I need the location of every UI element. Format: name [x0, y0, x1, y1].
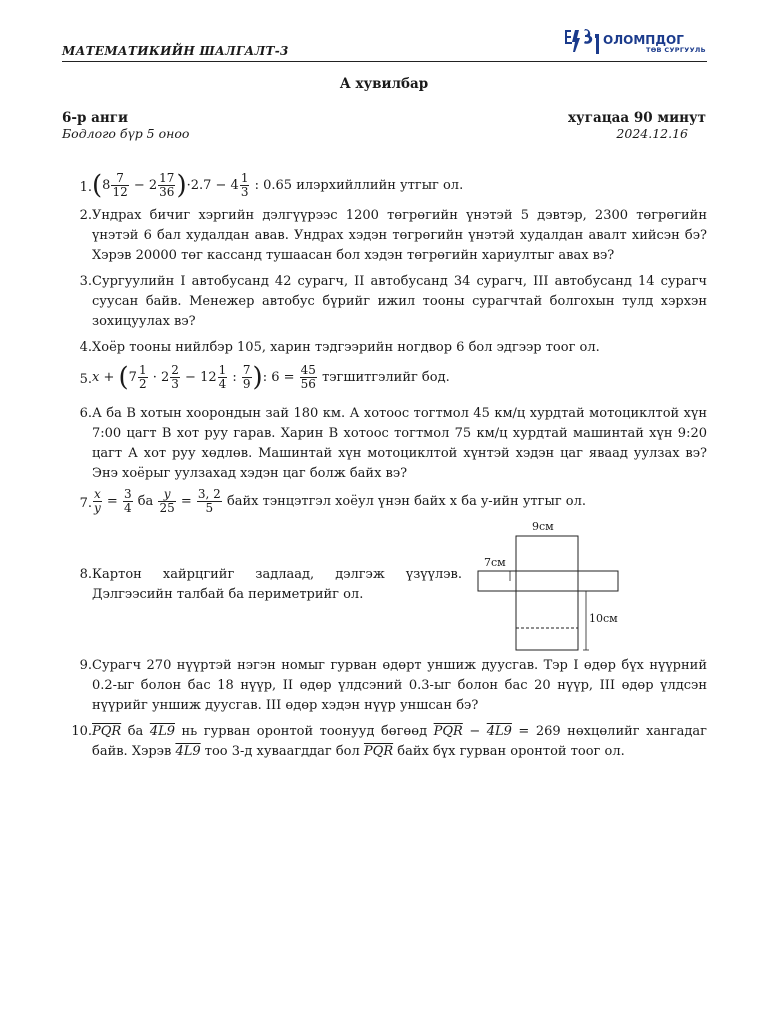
problem-2 [62, 206, 707, 266]
problem-number: 1. [79, 180, 92, 195]
problem-7-expression: $\frac{x}{y}$ = $\frac{3}{4}$ ба $\frac{y}{25}$ = $\frac{3, 2}{5}$ байх тэнцэтгэл хоёул үнэн байх x ба y-ийн утгыг ол. [94, 487, 586, 515]
problem-5-text: тэгшитгэлийг бод. [322, 370, 450, 385]
problem-number: 10. [71, 724, 92, 739]
problem-number: 3. [79, 274, 92, 289]
problem-number: 8. [79, 567, 92, 582]
problem-1-expression: (8 $\frac{7}{12}$ − 2 $\frac{17}{36}$ )·2.7 − 4 $\frac{1}{3}$ : 0.65 илэрхийллийн утгыг ол. [92, 170, 464, 201]
problem-number: 6. [79, 406, 92, 421]
label-right: 10см [589, 612, 618, 625]
score-note: Бодлого бүр 5 оноо [62, 126, 190, 141]
label-top: 9см [532, 520, 554, 533]
problem-7 [62, 488, 707, 515]
problem-number: 4. [79, 340, 92, 355]
problem-6 [62, 404, 707, 484]
problem-6-text: А ба В хотын хоорондын зай 180 км. А хотоос тогтмол 45 км/ц хурдтай мотоциклтой хүн 7:00 цагт В хот руу гарав. Харин В хотоос тогтмол 75 км/ц хурдтай машинтай хүн 9:20 цагт А хот руу хөдлөв. Машинтай хүн мотоциклтой хүнтэй хэдэн цаг яваад уулзах вэ? Энэ хоёрыг уулзахад хэдэн цаг болж байх вэ? [92, 406, 707, 481]
problem-number: 7. [79, 496, 92, 511]
duration-label: хугацаа 90 минут [568, 110, 706, 126]
grade-label: 6-р анги [62, 110, 129, 126]
label-left: 7см [484, 556, 506, 569]
logo-text: ОЛОМПДОГ [603, 33, 684, 47]
problem-10 [62, 722, 707, 762]
box-net-diagram [476, 532, 620, 654]
problem-1 [62, 172, 707, 199]
exam-date: 2024.12.16 [616, 126, 688, 141]
problem-4 [62, 338, 707, 358]
problem-9-text: Сурагч 270 нүүртэй нэгэн номыг гурван өдөрт уншиж дуусгав. Тэр I өдөр бүх нүүрний 0.2-ыг болон бас 18 нүүр, II өдөр үлдсэний 0.3-ыг болон бас 20 нүүр, III өдөр үлдсэн нүүрийг уншиж дуусгав. III өдөр хэдэн нүүр уншсан бэ? [92, 658, 707, 713]
variant-heading: А хувилбар [339, 76, 429, 92]
exam-title: МАТЕМАТИКИЙН ШАЛГАЛТ-3 [62, 44, 289, 58]
problem-number: 5. [79, 372, 92, 387]
box-net-figure [476, 520, 620, 654]
problem-number: 2. [79, 208, 92, 223]
header-rule [62, 61, 707, 62]
problem-5 [62, 364, 707, 391]
school-logo [563, 24, 707, 60]
problem-9 [62, 656, 707, 716]
net-horizontal-strip [478, 571, 618, 591]
problem-7-text: байх тэнцэтгэл хоёул үнэн байх x ба y-ийн утгыг ол. [226, 494, 586, 509]
problem-number: 9. [79, 658, 92, 673]
logo-subtext: ТӨВ СУРГУУЛЬ [646, 46, 706, 54]
problem-4-text: Хоёр тооны нийлбэр 105, харин тэдгээрийн ногдвор 6 бол эдгээр тоог ол. [92, 340, 600, 355]
problem-3-text: Сургуулийн I автобусанд 42 сурагч, II автобусанд 34 сурагч, III автобусанд 14 сурагч суусан байв. Менежер автобус бүрийг ижил тооны сурагчтай болгохын тулд хэрхэн зохицуулах вэ? [92, 274, 707, 329]
problem-3 [62, 272, 707, 332]
problem-8 [62, 565, 462, 605]
problem-10-text: $\overline{PQR}$ ба 4L9 нь гурван оронтой тоонууд бөгөөд $\overline{PQR} - 4L9 = 269$ нөхцөлийг хангадаг байв. Хэрэв 4L9 тоо 3-д хуваагддаг бол $\overline{PQR}$ байх бүх гурван оронтой тоог ол. [92, 724, 707, 759]
problem-8-text: Картон хайрцгийг задлаад, дэлгэж үзүүлэв. Дэлгээсийн талбай ба периметрийг ол. [92, 567, 462, 602]
problem-2-text: Ундрах бичиг хэргийн дэлгүүрээс 1200 төгрөгийн үнэтэй 5 дэвтэр, 2300 төгрөгийн үнэтэй 6 бал худалдан авав. Ундрах хэдэн төгрөгийн үнэтэй худалдан авалт хийсэн бэ? Хэрэв 20000 төг кассанд тушаасан бол хэдэн төгрөгийн хариултыг авах вэ? [92, 208, 707, 263]
net-vertical-strip [516, 536, 578, 650]
problem-1-text: : 0.65 илэрхийллийн утгыг ол. [254, 178, 464, 193]
problem-5-expression: x + (7 $\frac{1}{2}$ · 2 $\frac{2}{3}$ − 12 $\frac{1}{4}$ : $\frac{7}{9}$ ): 6 = $\frac{45}{56}$ тэгшитгэлийг бод. [92, 362, 450, 393]
